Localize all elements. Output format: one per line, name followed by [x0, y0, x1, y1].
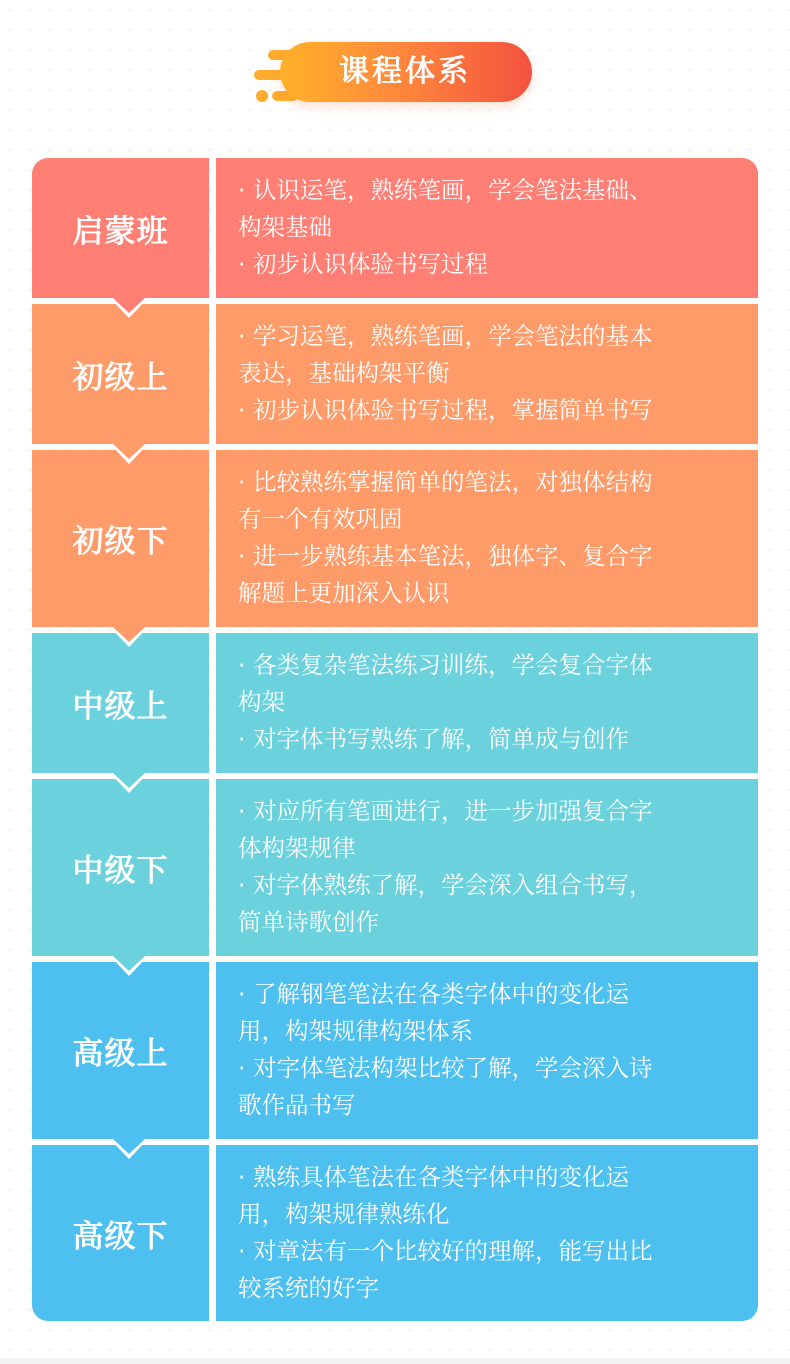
- level-description: [216, 1145, 758, 1321]
- chevron-down-fill: [113, 627, 145, 642]
- level-description: [216, 304, 758, 444]
- chevron-down-fill: [113, 773, 145, 788]
- chevron-down-fill: [113, 956, 145, 971]
- description-bullet: · 进一步熟练基本笔法，独体字、复合字 解题上更加深入认识: [238, 542, 653, 607]
- level-label: 中级上: [32, 633, 209, 773]
- chevron-down-fill: [113, 444, 145, 459]
- chevron-down-fill: [113, 1139, 145, 1154]
- course-row-chuji-xia: [32, 450, 758, 627]
- course-row-zhongji-xia: [32, 779, 758, 956]
- level-description: [216, 633, 758, 773]
- description-bullet: · 对字体笔法构架比较了解，学会深入诗 歌作品书写: [238, 1054, 653, 1119]
- level-description: [216, 158, 758, 298]
- level-description: [216, 962, 758, 1139]
- course-row-gaoji-xia: [32, 1145, 758, 1321]
- description-bullet: · 对字体熟练了解，学会深入组合书写， 简单诗歌创作: [238, 871, 653, 936]
- description-bullet: · 熟练具体笔法在各类字体中的变化运 用，构架规律熟练化: [238, 1163, 629, 1228]
- page-title: 课程体系: [339, 54, 471, 89]
- level-description: [216, 450, 758, 627]
- title-decoration-dot: [256, 90, 268, 102]
- description-bullet: · 对应所有笔画进行，进一步加强复合字 体构架规律: [238, 797, 653, 862]
- course-row-qimeng: [32, 158, 758, 298]
- description-bullet: · 对字体书写熟练了解，简单成与创作: [238, 725, 629, 753]
- description-bullet: · 各类复杂笔法练习训练，学会复合字体 构架: [238, 651, 653, 716]
- description-bullet: · 对章法有一个比较好的理解，能写出比 较系统的好字: [238, 1237, 653, 1302]
- description-bullet: · 学习运笔，熟练笔画，学会笔法的基本 表达，基础构架平衡: [238, 322, 653, 387]
- level-label: 初级上: [32, 304, 209, 444]
- level-label: 高级上: [32, 962, 209, 1139]
- description-bullet: · 比较熟练掌握简单的笔法，对独体结构 有一个有效巩固: [238, 468, 653, 533]
- level-label: 初级下: [32, 450, 209, 627]
- level-label: 高级下: [32, 1145, 209, 1321]
- level-label: 启蒙班: [32, 158, 209, 298]
- course-row-gaoji-shang: [32, 962, 758, 1139]
- level-description: [216, 779, 758, 956]
- section-title-banner: [250, 38, 540, 108]
- description-bullet: · 认识运笔，熟练笔画，学会笔法基础、 构架基础: [238, 176, 653, 241]
- chevron-down-fill: [113, 298, 145, 313]
- description-bullet: · 了解钢笔笔法在各类字体中的变化运 用，构架规律构架体系: [238, 980, 629, 1045]
- description-bullet: · 初步认识体验书写过程，掌握简单书写: [238, 396, 653, 424]
- description-bullet: · 初步认识体验书写过程: [238, 250, 488, 278]
- level-label: 中级下: [32, 779, 209, 956]
- course-row-zhongji-shang: [32, 633, 758, 773]
- course-row-chuji-shang: [32, 304, 758, 444]
- bottom-divider: [0, 1358, 790, 1364]
